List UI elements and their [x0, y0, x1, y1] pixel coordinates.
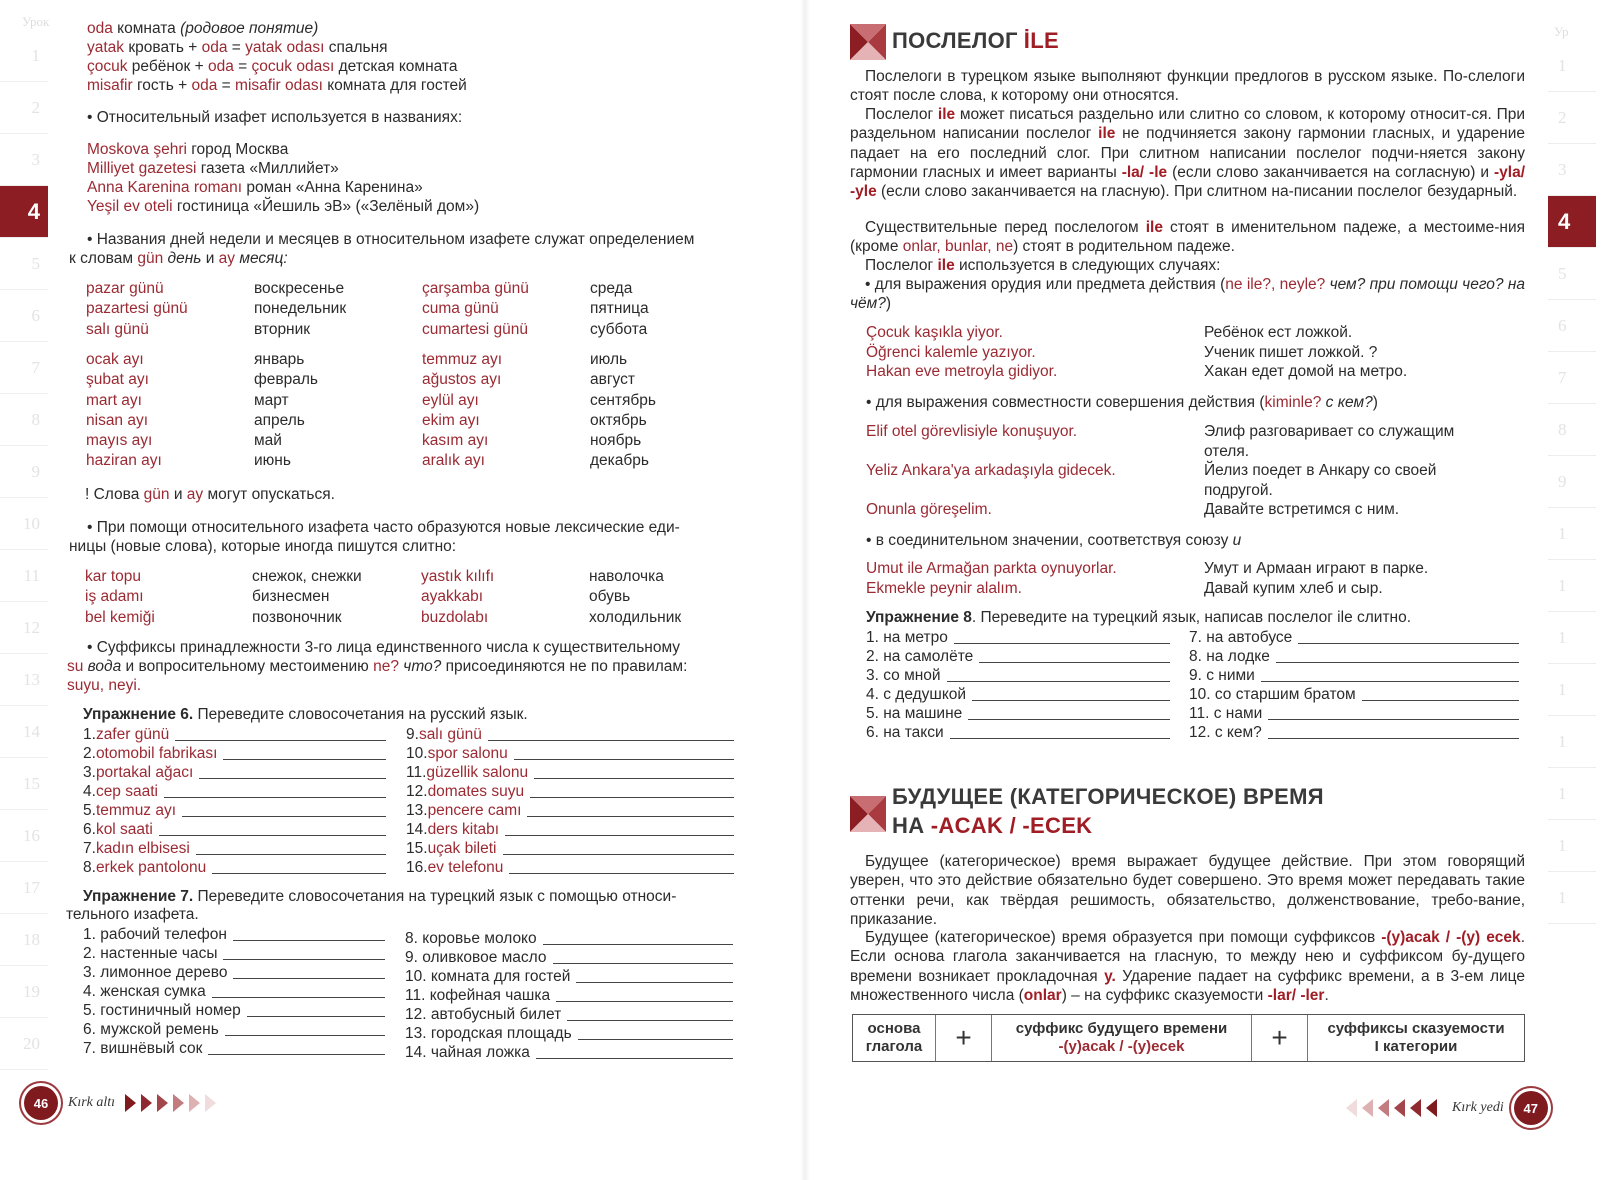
- answer-blank[interactable]: [505, 835, 734, 836]
- lesson-tab[interactable]: 10: [0, 498, 48, 550]
- exercise-item: 2. otomobil fabrikası: [83, 744, 386, 763]
- paragraph: Будущее (категорическое) время выражает будущее действие. При этом говорящий уверен, что это действие обязательно будет совершено. Это время может передавать такие оттенки речи, как твёрдая решимость, обязательство, долженствование, требо-вание, приказание.: [850, 853, 1525, 928]
- lesson-tab[interactable]: 1: [1548, 612, 1596, 664]
- exercise-item: 7. kadın elbisesi: [83, 839, 386, 858]
- example-pair: подругой.: [1204, 481, 1273, 499]
- exercise8-col1: [866, 628, 1170, 742]
- lesson-tab[interactable]: 1: [0, 30, 48, 82]
- answer-blank[interactable]: [247, 1016, 385, 1017]
- exercise-item: 11. güzellik salonu: [406, 763, 734, 782]
- exercise-item: 11. с нами: [1189, 704, 1519, 723]
- answer-blank[interactable]: [979, 662, 1170, 663]
- lesson-tab[interactable]: 15: [0, 758, 48, 810]
- table-row: iş adamı бизнесмен ayakkabı обувь: [85, 588, 631, 606]
- answer-blank[interactable]: [1261, 681, 1519, 682]
- exercise-item: 6. на такси: [866, 723, 1170, 742]
- lesson-tab[interactable]: 1: [1548, 716, 1596, 768]
- exercise-item: 12. автобусный билет: [405, 1005, 733, 1024]
- table-row: şubat ayı февраль ağustos ayı август: [86, 371, 635, 389]
- exercise-item: 9. salı günü: [406, 725, 734, 744]
- lesson-tab[interactable]: 20: [0, 1018, 48, 1070]
- arrow-right-icon: [173, 1094, 184, 1112]
- lesson-tab[interactable]: 9: [1548, 456, 1596, 508]
- bullet-lexical: • При помощи относительного изафета часто образуются новые лексические еди-: [87, 519, 680, 536]
- exercise-item: 3. со мной: [866, 666, 1170, 685]
- answer-blank[interactable]: [530, 797, 734, 798]
- lesson-tab[interactable]: 16: [0, 810, 48, 862]
- bullet-suffix: • Суффиксы принадлежности 3-го лица единственного числа к существительному: [87, 639, 681, 656]
- table-row: salı günü вторник cumartesi günü суббота: [86, 320, 648, 338]
- exercise6-col1: [83, 725, 386, 877]
- footer-left: [24, 1086, 221, 1120]
- exercise-item: 12. domates suyu: [406, 782, 734, 801]
- exercise-item: 8. на лодке: [1189, 647, 1519, 666]
- paragraph: Послелоги в турецком языке выполняют функции предлогов в русском языке. По-слелоги стоят после слова, к которому они относятся.: [850, 68, 1525, 105]
- lesson-tab[interactable]: 18: [0, 914, 48, 966]
- answer-blank[interactable]: [950, 738, 1170, 739]
- exercise-item: 5. гостиничный номер: [83, 1001, 385, 1020]
- answer-blank[interactable]: [223, 759, 386, 760]
- exercise-item: 4. женская сумка: [83, 982, 385, 1001]
- example-pair: Umut ile Armağan parkta oynuyorlar. Умут и Армаан играют в парке.: [866, 560, 1429, 577]
- bullet-lexical-cont: ницы (новые слова), которые иногда пишутся слитно:: [69, 538, 457, 555]
- answer-blank[interactable]: [553, 963, 734, 964]
- table-row: nisan ayı апрель ekim ayı октябрь: [86, 411, 647, 429]
- exercise-item: 10. со старшим братом: [1189, 685, 1519, 704]
- answer-blank[interactable]: [503, 854, 735, 855]
- arrow-right-icon: [205, 1094, 216, 1112]
- table-row: mart ayı март eylül ayı сентябрь: [86, 391, 656, 409]
- section-heading-future: БУДУЩЕЕ (КАТЕГОРИЧЕСКОЕ) ВРЕМЯ НА -ACAK / -ECEK: [850, 782, 1324, 840]
- lesson-tab[interactable]: 7: [1548, 352, 1596, 404]
- exercise-item: 9. с ними: [1189, 666, 1519, 685]
- exercise8-col2: [1189, 628, 1519, 742]
- lesson-tab[interactable]: 14: [0, 706, 48, 758]
- bullet-suffix-cont: su вода и вопросительному местоимению ne? что? присоединяются не по правилам:: [67, 658, 688, 675]
- paragraph: Существительные перед послелогом ile стоят в именительном падеже, а местоиме-ния (кроме onlar, bunlar, ne) стоят в родительном падеже.: [850, 219, 1526, 256]
- case2-bullet: • для выражения совместности совершения действия (kiminle? с кем?): [866, 394, 1378, 411]
- exercise6-col2: [406, 725, 734, 877]
- exercise-item: 6. мужской ремень: [83, 1020, 385, 1039]
- lesson-tab[interactable]: 9: [0, 446, 48, 498]
- page-number-badge: 46: [24, 1086, 58, 1120]
- exercise8-title: Упражнение 8. Переведите на турецкий язык, написав послелог ile слитно.: [866, 609, 1412, 626]
- answer-blank[interactable]: [576, 982, 733, 983]
- lesson-tab[interactable]: 5: [0, 238, 48, 290]
- answer-blank[interactable]: [212, 873, 386, 874]
- bullet-days-cont: к словам gün день и ay месяц:: [69, 250, 288, 267]
- name-example: Moskova şehri город Москва: [87, 141, 289, 158]
- answer-blank[interactable]: [509, 873, 734, 874]
- table-row: mayıs ayı май kasım ayı ноябрь: [86, 432, 642, 450]
- bullet-names: • Относительный изафет используется в названиях:: [87, 109, 463, 126]
- lesson-tab-active[interactable]: 4: [1548, 196, 1596, 248]
- lesson-label-right: Ур: [1554, 24, 1569, 39]
- exercise-item: 3. portakal ağacı: [83, 763, 386, 782]
- arrow-left-icon: [1378, 1099, 1389, 1117]
- section-x-icon: [850, 796, 886, 832]
- exercise-item: 13. pencere camı: [406, 801, 734, 820]
- left-page: [0, 0, 804, 1180]
- exercise-item: 1. на метро: [866, 628, 1170, 647]
- exercise-item: 2. настенные часы: [83, 944, 385, 963]
- bullet-days: • Названия дней недели и месяцев в относительном изафете служат определением: [87, 231, 695, 248]
- exercise-item: 3. лимонное дерево: [83, 963, 385, 982]
- name-example: Anna Karenina romanı роман «Анна Каренина»: [87, 179, 423, 196]
- answer-blank[interactable]: [225, 1035, 385, 1036]
- future-tense-formula: [852, 1014, 1525, 1062]
- exercise-item: 12. с кем?: [1189, 723, 1519, 742]
- arrow-right-icon: [141, 1094, 152, 1112]
- exercise-item: 5. на машине: [866, 704, 1170, 723]
- table-row: bel kemiği позвоночник buzdolabı холодильник: [85, 608, 682, 626]
- example-pair: отеля.: [1204, 442, 1250, 460]
- case3-bullet: • в соединительном значении, соответствуя союзу и: [866, 532, 1242, 549]
- exercise-item: 7. на автобусе: [1189, 628, 1519, 647]
- example-pair: Öğrenci kalemle yazıyor. Ученик пишет ложкой. ?: [866, 343, 1378, 361]
- answer-blank[interactable]: [233, 940, 385, 941]
- answer-blank[interactable]: [954, 643, 1170, 644]
- answer-blank[interactable]: [196, 854, 386, 855]
- exercise-item: 15. uçak bileti: [406, 839, 734, 858]
- answer-blank[interactable]: [1298, 643, 1519, 644]
- paragraph: Послелог ile может писаться раздельно или слитно со словом, к которому относит-ся. При раздельном написании послелог ile не подчиняется закону гармонии гласных, и ударение падает на его последний слог. При слитном написании послелог подчи-няется закону гармонии гласных и имеет варианты -la/ -le (если слово заканчивается на согласную) и -yla/ -yle (если слово заканчивается на гласную). При слитном на-писании послелог безударный.: [850, 106, 1526, 201]
- right-page: [804, 0, 1609, 1180]
- answer-blank[interactable]: [223, 959, 385, 960]
- section-heading-ile: ПОСЛЕЛОГ İLE: [850, 24, 1059, 60]
- lesson-tab[interactable]: 8: [1548, 404, 1596, 456]
- exercise-item: 14. ders kitabı: [406, 820, 734, 839]
- exercise-item: 2. на самолёте: [866, 647, 1170, 666]
- example-pair: Çocuk kaşıkla yiyor. Ребёнок ест ложкой.: [866, 324, 1353, 341]
- table-row: haziran ayı июнь aralık ayı декабрь: [86, 452, 649, 470]
- lesson-tab[interactable]: 11: [0, 550, 48, 602]
- lesson-tab[interactable]: 12: [0, 602, 48, 654]
- lexical-table: [85, 567, 681, 628]
- exercise-item: 10. spor salonu: [406, 744, 734, 763]
- compound-line: misafir гость + oda = misafir odası комната для гостей: [87, 77, 467, 94]
- formula-stem: основа глагола: [853, 1015, 936, 1061]
- exercise-item: 14. чайная ложка: [405, 1043, 733, 1062]
- footer-right: [1346, 1091, 1548, 1125]
- answer-blank[interactable]: [534, 778, 734, 779]
- lesson-tab[interactable]: 5: [1548, 248, 1596, 300]
- answer-blank[interactable]: [159, 835, 386, 836]
- case1-bullet: • для выражения орудия или предмета действия (ne ile?, neyle? чем? при помощи чего? на чём?): [850, 276, 1525, 313]
- exercise-item: 11. кофейная чашка: [405, 986, 733, 1005]
- lesson-tab[interactable]: 7: [0, 342, 48, 394]
- paragraph: Послелог ile используется в следующих случаях:: [865, 257, 1221, 274]
- lesson-tab[interactable]: 1: [1548, 508, 1596, 560]
- lesson-tab[interactable]: 17: [0, 862, 48, 914]
- exercise-item: 4. с дедушкой: [866, 685, 1170, 704]
- arrow-left-icon: [1426, 1099, 1437, 1117]
- lesson-tab[interactable]: 1: [1548, 664, 1596, 716]
- case2-examples: [866, 422, 1454, 520]
- exercise-item: 13. городская площадь: [405, 1024, 733, 1043]
- answer-blank[interactable]: [212, 997, 385, 998]
- answer-blank[interactable]: [578, 1039, 733, 1040]
- answer-blank[interactable]: [1268, 738, 1519, 739]
- page-number-words: Kırk yedi: [1452, 1100, 1504, 1115]
- example-pair: Elif otel görevlisiyle konuşuyor. Элиф разговаривает со служащим: [866, 423, 1455, 440]
- exercise-item: 8. erkek pantolonu: [83, 858, 386, 877]
- compound-line: yatak кровать + oda = yatak odası спальня: [87, 39, 388, 56]
- case1-examples: [866, 323, 1407, 382]
- exercise-item: 4. cep saati: [83, 782, 386, 801]
- exercise-item: 16. ev telefonu: [406, 858, 734, 877]
- example-pair: Hakan eve metroyla gidiyor. Хакан едет домой на метро.: [866, 363, 1408, 380]
- arrow-left-icon: [1394, 1099, 1405, 1117]
- exercise-item: 1. рабочий телефон: [83, 925, 385, 944]
- answer-blank[interactable]: [199, 778, 386, 779]
- exercise7-col1: [83, 925, 385, 1058]
- compound-line: çocuk ребёнок + oda = çocuk odası детская комната: [87, 58, 458, 75]
- omit-note: ! Слова gün и ay могут опускаться.: [85, 486, 335, 503]
- answer-blank[interactable]: [556, 1001, 733, 1002]
- arrow-left-icon: [1410, 1099, 1421, 1117]
- answer-blank[interactable]: [514, 759, 734, 760]
- plus-icon: +: [936, 1015, 992, 1061]
- table-row: pazartesi günü понедельник cuma günü пятница: [86, 300, 649, 318]
- lesson-tab[interactable]: 1: [1548, 872, 1596, 924]
- answer-blank[interactable]: [164, 797, 386, 798]
- exercise-item: 8. коровье молоко: [405, 929, 733, 948]
- lesson-tab[interactable]: 3: [1548, 144, 1596, 196]
- answer-blank[interactable]: [567, 1020, 733, 1021]
- lesson-tab[interactable]: 6: [1548, 300, 1596, 352]
- exercise-item: 6. kol saati: [83, 820, 386, 839]
- arrow-left-icon: [1362, 1099, 1373, 1117]
- exercise-item: 5. temmuz ayı: [83, 801, 386, 820]
- plus-icon: +: [1252, 1015, 1308, 1061]
- case3-examples: [866, 559, 1428, 598]
- formula-predicate-suffix: суффиксы сказуемости I категории: [1327, 1020, 1505, 1055]
- answer-blank[interactable]: [1276, 662, 1519, 663]
- days-table: [86, 279, 649, 340]
- oda-line: oda комната (родовое понятие): [87, 20, 319, 37]
- answer-blank[interactable]: [182, 816, 386, 817]
- lesson-tabs-left: [0, 30, 48, 1070]
- answer-blank[interactable]: [208, 1054, 385, 1055]
- arrow-right-icon: [189, 1094, 200, 1112]
- exercise7-title-cont: тельного изафета.: [66, 906, 199, 923]
- answer-blank[interactable]: [543, 944, 733, 945]
- exercise7-title: Упражнение 7. Переведите словосочетания на турецкий язык с помощью относи-: [83, 888, 677, 905]
- lesson-tab[interactable]: 2: [0, 82, 48, 134]
- exercise-item: 10. комната для гостей: [405, 967, 733, 986]
- name-example: Yeşil ev oteli гостиница «Йешиль эВ» («Зелёный дом»): [87, 198, 480, 215]
- example-pair: Yeliz Ankara'ya arkadaşıyla gidecek. Йелиз поедет в Анкару со своей: [866, 462, 1437, 479]
- paragraph: Будущее (категорическое) время образуется при помощи суффиксов -(y)acak / -(y) ecek. Если основа глагола заканчивается на гласную, то между нею и суффиксом бу-дущего времени возникает прокладочная y. Ударение падает на суффикс времени, а в 3-ем лице множественного числа (onlar) – на суффикс сказуемости -lar/ -ler.: [850, 929, 1525, 1004]
- lesson-tabs-right: [1548, 40, 1596, 924]
- months-table: [86, 350, 656, 472]
- table-row: pazar günü воскресенье çarşamba günü среда: [86, 280, 633, 297]
- answer-blank[interactable]: [233, 978, 385, 979]
- example-pair: Onunla göreşelim. Давайте встретимся с ним.: [866, 501, 1400, 518]
- lesson-tab[interactable]: 8: [0, 394, 48, 446]
- page-number-badge: 47: [1514, 1091, 1548, 1125]
- lesson-tab[interactable]: 19: [0, 966, 48, 1018]
- answer-blank[interactable]: [536, 1058, 733, 1059]
- answer-blank[interactable]: [1268, 719, 1519, 720]
- name-example: Milliyet gazetesi газета «Миллийет»: [87, 160, 339, 177]
- table-row: ocak ayı январь temmuz ayı июль: [86, 351, 628, 368]
- exercise6-title: Упражнение 6. Переведите словосочетания на русский язык.: [83, 706, 528, 723]
- lesson-tab[interactable]: 6: [0, 290, 48, 342]
- lesson-tab[interactable]: 1: [1548, 560, 1596, 612]
- lesson-label-left: Урок: [22, 14, 50, 29]
- exercise-item: 1. zafer günü: [83, 725, 386, 744]
- answer-blank[interactable]: [527, 816, 734, 817]
- lesson-tab-active[interactable]: 4: [0, 186, 48, 238]
- section-x-icon: [850, 24, 886, 60]
- arrow-right-icon: [125, 1094, 136, 1112]
- page-number-words: Kırk altı: [68, 1095, 116, 1110]
- lesson-tab[interactable]: 2: [1548, 92, 1596, 144]
- answer-blank[interactable]: [947, 681, 1170, 682]
- formula-future-suffix: суффикс будущего времени -(y)acak / -(y)ecek: [992, 1015, 1252, 1061]
- exercise-item: 9. оливковое масло: [405, 948, 733, 967]
- arrow-right-icon: [157, 1094, 168, 1112]
- answer-blank[interactable]: [488, 740, 734, 741]
- lesson-tab[interactable]: 3: [0, 134, 48, 186]
- answer-blank[interactable]: [1362, 700, 1519, 701]
- lesson-tab[interactable]: 13: [0, 654, 48, 706]
- lesson-tab[interactable]: 1: [1548, 820, 1596, 872]
- answer-blank[interactable]: [968, 719, 1170, 720]
- exercise-item: 7. вишнёвый сок: [83, 1039, 385, 1058]
- exercise7-col2: [405, 929, 733, 1062]
- lesson-tab[interactable]: 1: [1548, 768, 1596, 820]
- answer-blank[interactable]: [175, 740, 386, 741]
- table-row: kar topu снежок, снежки yastık kılıfı наволочка: [85, 568, 664, 585]
- arrow-left-icon: [1346, 1099, 1357, 1117]
- example-pair: Ekmekle peynir alalım. Давай купим хлеб и сыр.: [866, 579, 1383, 597]
- answer-blank[interactable]: [972, 700, 1170, 701]
- suffix-examples: suyu, neyi.: [67, 677, 142, 694]
- lesson-tab[interactable]: 1: [1548, 40, 1596, 92]
